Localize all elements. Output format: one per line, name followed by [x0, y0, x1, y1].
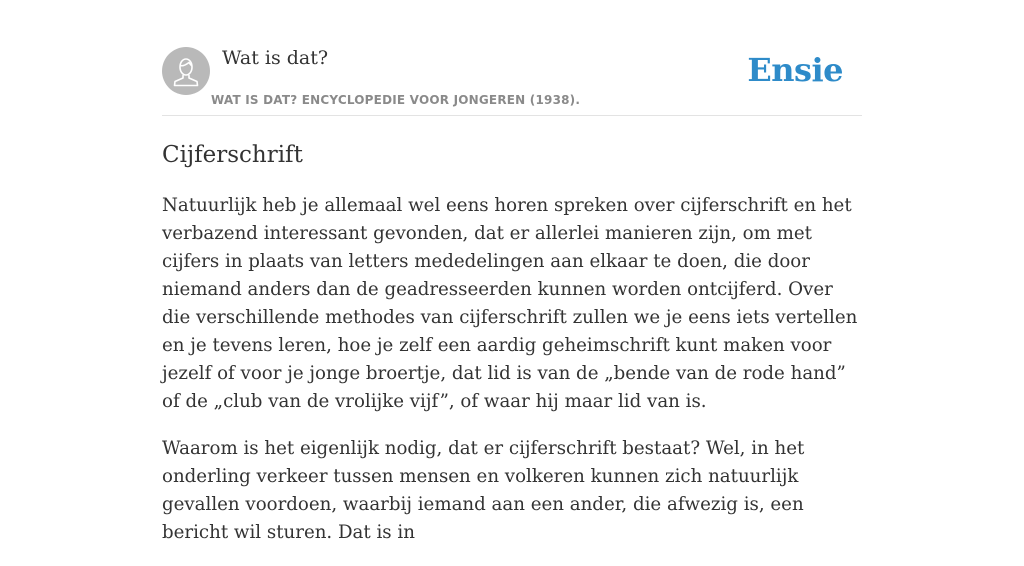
article-body — [162, 192, 866, 566]
source-subtitle: WAT IS DAT? ENCYCLOPEDIE VOOR JONGEREN (1938). — [211, 93, 581, 107]
source-header — [162, 0, 862, 116]
ensie-logo[interactable]: Ensie — [747, 51, 843, 89]
article-paragraph: Waarom is het eigenlijk nodig, dat er cijferschrift bestaat? Wel, in het onderling verkeer tussen mensen en volkeren kunnen zich natuurlijk gevallen voordoen, waarbij iemand aan een ander, die afwezig is, een bericht wil sturen. Dat is in — [162, 438, 805, 543]
article-container — [162, 0, 862, 543]
source-avatar[interactable] — [162, 47, 210, 95]
article-paragraph: Natuurlijk heb je allemaal wel eens horen spreken over cijferschrift en het verbazend interessant gevonden, dat er allerlei manieren zijn, om met cijfers in plaats van letters mededelingen aan elkaar te doen, die door niemand anders dan de geadresseerden kunnen worden ontcijferd. Over die verschillende methodes van cijferschrift zullen we je eens iets vertellen en je tevens leren, hoe je zelf een aardig geheimschrift kunt maken voor jezelf of voor je jonge broertje, dat lid is van de „bende van de rode hand” of de „club van de vrolijke vijf”, of waar hij maar lid van is. — [162, 195, 858, 412]
user-icon — [162, 47, 210, 95]
article-title: Cijferschrift — [162, 142, 303, 168]
source-title-link[interactable]: Wat is dat? — [222, 47, 329, 69]
